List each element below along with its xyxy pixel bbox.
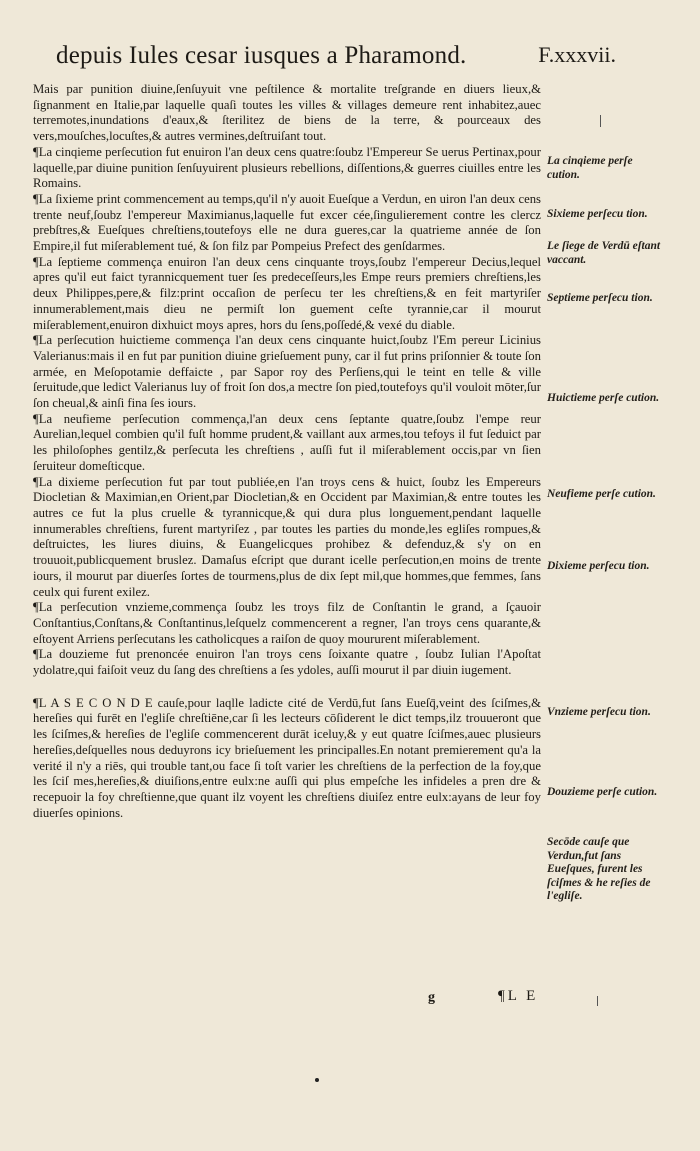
folio-number: F.xxxvii.: [538, 42, 616, 67]
margin-note-sixth: Sixieme perſecu tion.: [547, 208, 648, 220]
paragraph-fifth-persecution: ¶La cinqieme perſecution fut enuiron l'an deux cens quatre:ſoubz l'Empereur Se uerus Pertinax,pour laquelle,par diuine punition ſenſuyuirent plusieurs rebellions, diſſentions,& guerres ciuilles entre les Romains.: [33, 144, 541, 191]
signature-mark: g: [428, 990, 435, 1005]
paragraph-sixth-persecution: ¶La ſixieme print commencement au temps,qu'il n'y auoit Eueſque a Verdun, en uiron l'an deux cens trente neuf,ſoubz l'empereur Maximianus,laquelle fut excer cée,ſingulierement contre les clercz prebſtres,& Eueſques chreſtiens,toutefoys elle ne dura gueres,car la quatrieme année de ſon Empire,il fut miſerablement tué, & ſon filz par Pompeius Prefect des genſdarmes.: [33, 191, 541, 254]
paragraph-eighth-persecution: ¶La perſecution huictieme commença l'an deux cens cinquante huict,ſoubz l'Em pereur Licinius Valerianus:mais il en fut par punition diuine grieſuement puny, car il fut prins priſonnier & toute ſon armée, en Meſopotamie deffaicte , par Sapor roy des Perſiens,qui le teint en telle & ville ſeruitude,que ledict Valerianus luy of froit ſon dos,a mectre ſon pied,toutefoys qu'il vouloit mōter,ſur ſon cheual,& ainſi fina ſes iours.: [33, 333, 541, 411]
margin-note-eleventh: Vnzieme perſecu tion.: [547, 706, 651, 718]
margin-note-tenth: Dixieme perſecu tion.: [547, 560, 650, 572]
ink-mark: [600, 115, 601, 127]
main-text-block: [33, 82, 541, 821]
running-title: depuis Iules cesar iusques a Pharamond.: [56, 42, 467, 69]
paragraph-twelfth-persecution: ¶La douzieme fut prenoncée enuiron l'an troys cens ſoixante quatre , ſoubz Iulian l'Apoſtat ydolatre,qui faiſoit veuz du ſang des chreſtiens a ſes ydoles, auſſi mourut il par diuin iugement.: [33, 647, 541, 678]
paragraph-eleventh-persecution: ¶La perſecution vnzieme,commença ſoubz les troys filz de Conſtantin le grand, a ſçauoir Conſtantius,Conſtans,& Conſtantinus,leſquelz commencerent a regner, l'an troys cens quarante,& eſtoyent Arriens perſecutans les catholicques a raiſon de quoy moururent miſerablement.: [33, 600, 541, 646]
ink-mark: [597, 996, 598, 1006]
margin-note-seventh: Septieme perſecu tion.: [547, 292, 653, 304]
paragraph-ninth-persecution: ¶La neufieme perſecution commença,l'an deux cens ſeptante quatre,ſoubz l'empe reur Aurelian,lequel combien qu'il fuſt homme prudent,& vaillant aux armes,tou tefoys il fut ſeduict par les philoſophes gentilz,& perſecuta les chreſtiens , auſſi fut il miſerablement occis,par vn ſien ſeruiteur domeſticque.: [33, 411, 541, 473]
margin-note-ninth: Neufieme perſe cution.: [547, 488, 656, 500]
catchword: ¶L E: [498, 988, 539, 1004]
margin-note-eighth: Huictieme perſe cution.: [547, 392, 660, 404]
margin-note-fifth: La cinqieme perſe cution.: [547, 155, 633, 181]
paragraph-spacer: [33, 679, 541, 696]
margin-note-twelfth: Douzieme perſe cution.: [547, 786, 658, 798]
margin-note-see-vacant: Le ſiege de Verdū eſtant vaccant.: [547, 240, 661, 266]
ink-spot: [315, 1078, 319, 1082]
paragraph-seventh-persecution: ¶La ſeptieme commença enuiron l'an deux cens cinquante troys,ſoubz l'empereur Decius,lequel apres qu'il eut faict tyrannicquement tuer ſes predeceſſeurs,les Empe reurs premiers chreſtiens,les deux Philippes,pere,& filz:print occaſion de perſecu ter les chreſtiens,& en feit martyriſer innumerablement,mais dieu ne permiſt lon guement ceſte tyrannie,car il mourut miſerablement,enuiron dixhuict moys apres, hors du ſens,poſſedé,& vexé du diable.: [33, 254, 541, 332]
running-header: [56, 42, 616, 76]
paragraph-second-cause: ¶L A S E C O N D E cauſe,pour laqlle ladicte cité de Verdū,fut ſans Eueſq̄,veint des ſciſmes,& hereſies qui furēt en l'egliſe chreſtiēne,car ſi les lecteurs cōſiderent le dict temps,ilz trouueront que les ſciſmes,& hereſies de l'egliſe commencerent durāt iceluy,& y eut quatre ſciſmes,auec plusieurs hereſies,deſquelles nous deduyrons icy brieſuement les principalles.En notant premierement qu'a la verité il n'y a riēs, qui trouble tant,ou face ſi toſt varier les chreſtiens de la perfection de la foy,que les ſciſ mes,hereſies,& diuiſions,entre eulx:ne auſſi qui plus empeſche les infideles a pren dre & recepuoir la foy chreſtienne,que quant ilz voyent les chreſtiens diuiſez entre eulx:ayans de leur foy diuerſes opinions.: [33, 695, 541, 820]
paragraph-intro: Mais par punition diuine,ſenſuyuit vne peſtilence & mortalite treſgrande en diuers lieux,& ſignanment en Italie,par laquelle quaſi toutes les villes & villages demeure rent inhabitez,auec terremotes,inundations d'eaux,& ſterilitez de biens de la terre, & pourceaux des vers,mouſches,locuſtes,& autres vermines,deſtruiſant tout.: [33, 82, 541, 144]
paragraph-tenth-persecution: ¶La dixieme perſecution fut par tout publiée,en l'an troys cens & huict, ſoubz les Empereurs Diocletian & Maximian,en Orient,par Diocletian,& en Occident par Maximian,& entre toutes les autres ce fut la plus cruelle & tyrannicque,& qui dura plus longuement,pendant laquelle innumerables chreſtiens, furent martyriſez , par toutes les parties du monde,les egliſes rompues,& deſtruictes, les liures diuins, & Euangelicques prohibez & defenduz,& s'y on en trouuoit,publicquement bruslez. Damaſus eſcript que durant icelle perſecution,en moins de trente iours, il mourut par diuerſes ſortes de tourmens,plus de dix ſept mil,que hommes,que femmes, ſans ceulx qui furent exilez.: [33, 474, 541, 599]
margin-note-second-cause: Secōde cauſe que Verdun,fut ſans Eueſques, furent les ſciſmes & he reſies de l'egliſe.: [547, 836, 651, 902]
